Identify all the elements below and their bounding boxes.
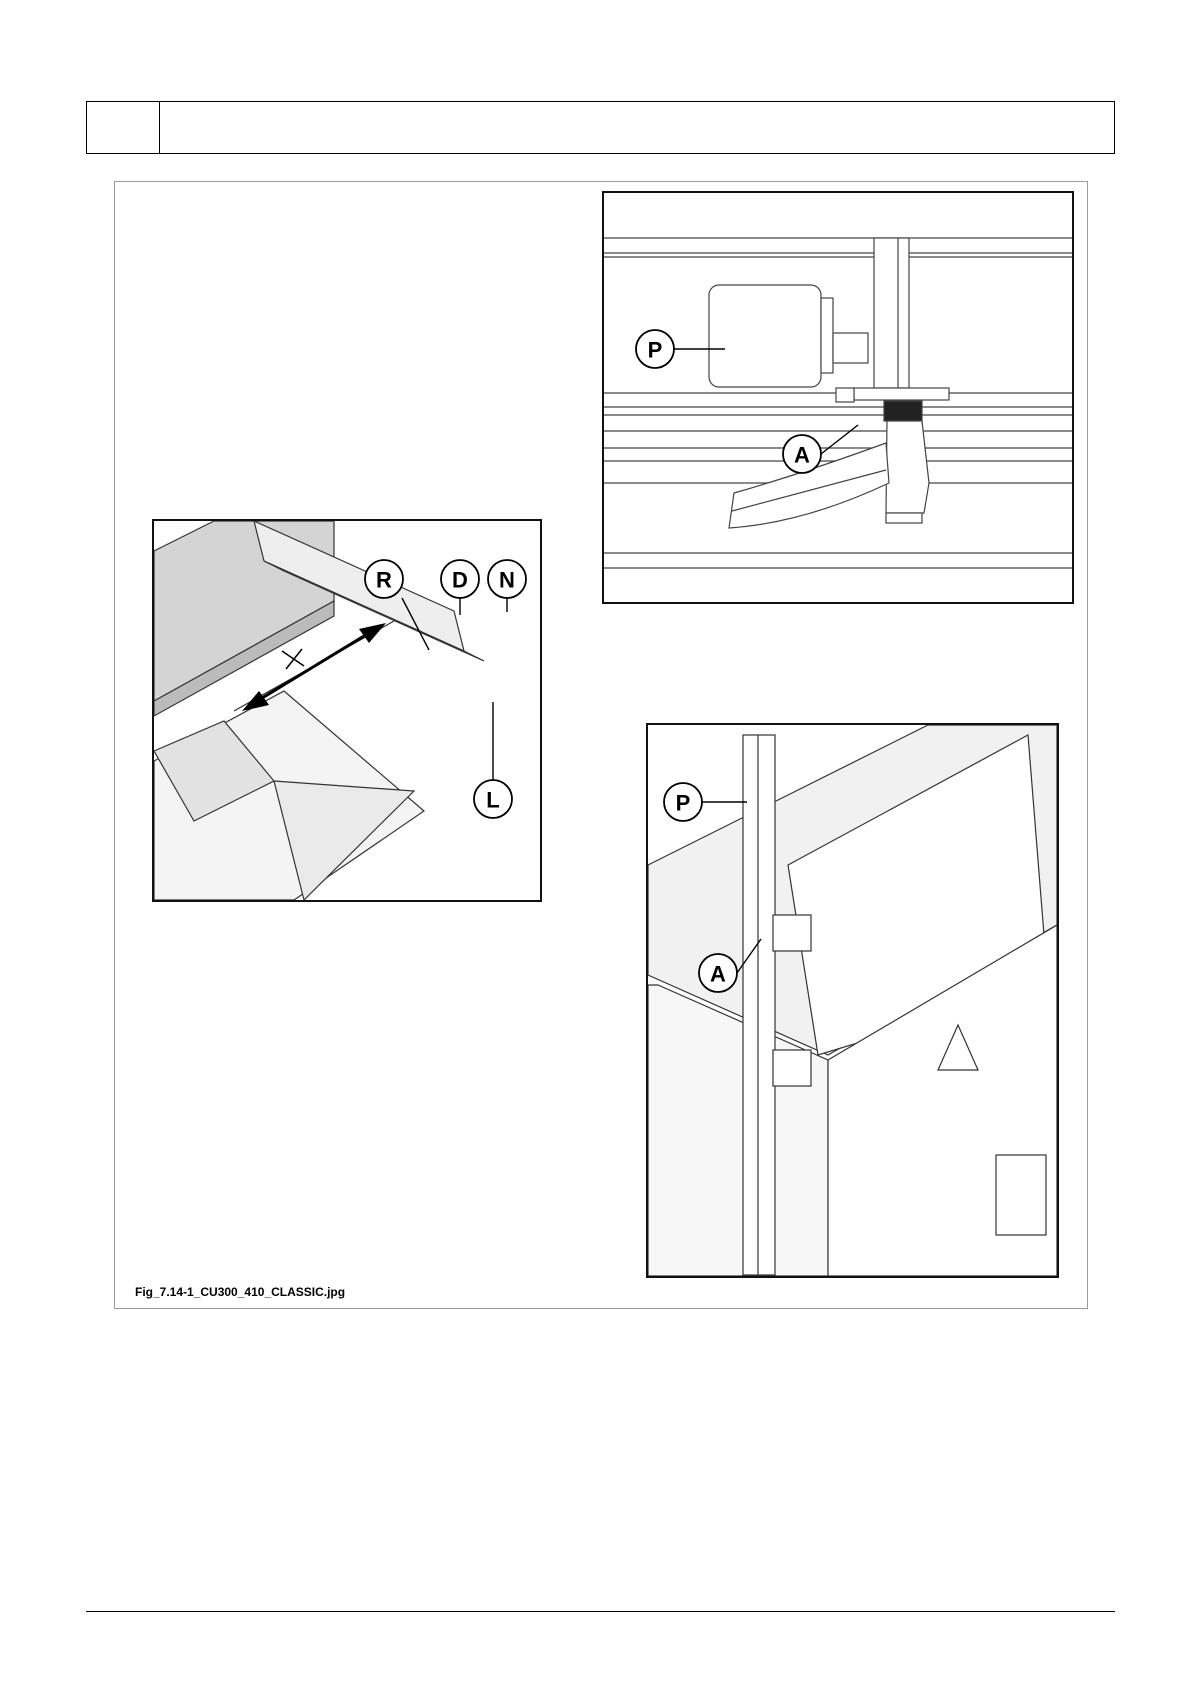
callout-layer (115, 182, 1089, 1310)
label-p-top: P (647, 337, 663, 363)
section-number-cell (87, 102, 160, 153)
label-a-bottom: A (710, 961, 726, 987)
figure-frame (114, 181, 1088, 1309)
leader-line-a-top (821, 425, 858, 454)
label-p-bottom: P (675, 790, 691, 816)
figure-caption: Fig_7.14-1_CU300_410_CLASSIC.jpg (135, 1285, 346, 1299)
label-d: D (452, 567, 468, 593)
label-l: L (486, 787, 500, 813)
leader-line-a-bottom (737, 939, 761, 973)
label-a-top: A (794, 442, 810, 468)
leader-line-r (402, 598, 429, 650)
footer-rule (86, 1611, 1115, 1612)
label-n: N (499, 567, 515, 593)
header-box (86, 101, 1115, 154)
label-r: R (376, 567, 392, 593)
